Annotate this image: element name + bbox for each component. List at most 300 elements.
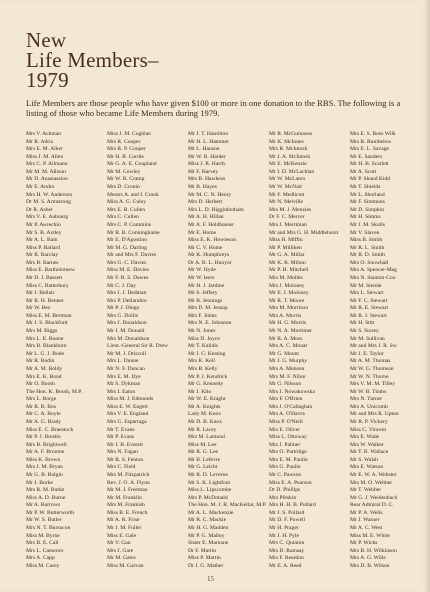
member-name: Mr H. G. Madden <box>188 525 229 532</box>
member-name: Mrs M. O. Webber <box>350 479 393 486</box>
member-name: Miss E. Bartholomew <box>26 267 75 274</box>
member-name: Mrs B. H. Wilkinson <box>350 547 397 554</box>
member-name: Mr H. Prager <box>269 525 299 532</box>
member-name: Mr R. A. Moss <box>269 335 303 342</box>
member-name: Mrs L. Stewart <box>350 290 384 297</box>
member-name: Mr E. Sanders <box>350 153 383 160</box>
member-name: Mr W. R. Cramp <box>107 176 145 183</box>
member-name: Mr R. Lacey <box>188 426 217 433</box>
member-name: Miss P. Martin <box>188 555 221 562</box>
member-name: Lieut.-General Sir R. Drew <box>107 343 169 350</box>
member-name: Miss E. M. Bertman <box>26 312 72 319</box>
member-name: Dr M. S. Armstrong <box>26 199 71 206</box>
member-name: Mr A. L. Mackenzie <box>188 509 234 516</box>
member-name: Mr D. B. Knox <box>188 418 223 425</box>
member-name: Mrs B. Blankhorn <box>26 343 67 350</box>
intro-paragraph: Life Members are those people who have given $100 or more in one donation to the RBS. The following is a listing of those who became Life Members during 1979. <box>26 98 401 118</box>
member-name: The Hon. M. J. R. MacKellar, M.P. <box>188 502 267 509</box>
member-name: Mr B. Lefevre <box>188 456 221 463</box>
member-name: Mr R. E. Stewart <box>350 305 389 312</box>
member-name: Mrs E. L. Savage <box>350 146 389 153</box>
member-name: Mr S. Storey <box>350 328 379 335</box>
member-name: Dr F. C. Mercer <box>269 214 305 221</box>
member-name: Mr H. J. Jardine <box>188 282 225 289</box>
member-name: Mrs B. E. Call <box>26 540 59 547</box>
member-name: Mr C. Pawson <box>269 472 302 479</box>
member-name: Mr F. Simmons <box>350 199 385 206</box>
member-name: Mr G. A. E. Coupland <box>107 161 157 168</box>
member-name: Mrs N. Stanton-Coo <box>350 274 396 281</box>
member-name: Mrs A. Unicomb <box>350 403 388 410</box>
member-name: Mr E. J. Moloney <box>269 290 309 297</box>
member-name: Mrs V. E. Aubourg <box>26 214 69 221</box>
member-name: Mr G. A. Millar <box>269 252 305 259</box>
member-name: Mr M. M. Allison <box>26 168 66 175</box>
title-line-3: 1979 <box>26 68 69 92</box>
member-name: Mr R. Bodin <box>26 358 55 365</box>
member-name: Mr M. Franklin <box>107 494 142 501</box>
member-name: Mr P. A. Wells <box>350 509 383 516</box>
member-name: Rear Admiral D. C. <box>350 502 394 509</box>
member-name: Mrs N. T. Bursucon <box>26 525 71 532</box>
member-name: Mrs B. Brightwell <box>26 441 67 448</box>
member-name: The Hon. K. Booth, M.P. <box>26 388 83 395</box>
member-name: Miss M. E. White <box>350 532 390 539</box>
member-name: Mr E. D'Agostino <box>107 237 148 244</box>
member-name: Mrs O. Snowball <box>350 259 389 266</box>
member-name: Mr R. S. Fenton <box>107 456 144 463</box>
member-name: Mr L. Hanson <box>188 146 220 153</box>
member-name: Mr G. Kennedy <box>188 381 224 388</box>
member-name: Mrs M. Fitzpatrick <box>107 472 150 479</box>
member-name: Mrs J. Donaldson <box>107 320 147 327</box>
member-name: Mrs L. Dunne <box>107 358 139 365</box>
member-name: Mr N. Melville <box>269 199 304 206</box>
member-name: Mrs J. Gare <box>107 547 134 554</box>
member-name: Mrs A. O'Harris <box>269 411 305 418</box>
member-name: Mr J. E. Taylor <box>350 350 384 357</box>
member-name: Mrs J. Moloney <box>269 282 305 289</box>
member-name: Mr S. K. Lightfoot <box>188 479 231 486</box>
member-name: Mr R. Adriz <box>26 138 54 145</box>
member-name: Mrs E. M. Paulin <box>269 456 308 463</box>
member-name: Mr J. G. Murphy <box>269 358 308 365</box>
member-name: Mrs K. Kell <box>188 358 215 365</box>
member-name: Dr F. Martin <box>188 547 216 554</box>
member-name: Mrs C. Cullen <box>107 214 139 221</box>
member-name: Mr W. E. Knight <box>188 396 226 403</box>
member-name: Mr J. Bellair <box>26 290 55 297</box>
member-name: Mr H. B. Scarlett <box>350 161 389 168</box>
member-name: Mr H. G. Morris <box>269 320 307 327</box>
member-name: Mr R. T. Moore <box>269 297 305 304</box>
member-name: Mrs D. Herbert <box>188 199 223 206</box>
member-name: Mr A. G. Brady <box>26 418 62 425</box>
member-name: Mr E. Home <box>188 229 217 236</box>
member-name: Mrs G. Esparraga <box>107 418 147 425</box>
member-name: Mrs L. E. Boone <box>26 335 64 342</box>
member-name: Mrs E. S. Ross Wilk <box>350 131 396 137</box>
member-name: Mrs J. Palmer <box>269 441 301 448</box>
member-name: Miss A. D. Burne <box>26 494 66 501</box>
member-name: Mr P. J. Breslin <box>26 434 61 441</box>
member-name: Mrs M. J. Menzies <box>269 206 312 213</box>
header <box>26 30 416 90</box>
member-name: Mr C. V. Hume <box>188 244 223 251</box>
member-name: Mr R. R. Cunninghame <box>107 229 160 236</box>
member-name: Mrs A. Munson <box>269 365 305 372</box>
member-name: Miss E. C. Braestock <box>26 426 74 433</box>
member-name: Mrs N. Turner <box>350 396 383 403</box>
member-column-2 <box>107 131 188 571</box>
member-name: Miss P. O'Neill <box>269 418 303 425</box>
member-name: Mrs P. Dellarubio <box>107 297 147 304</box>
member-name: Mr J. M. Fuller <box>107 525 142 532</box>
member-name: Mr B. Hayes <box>188 184 217 191</box>
member-name: Mrs H. W. Anderson <box>26 191 73 198</box>
member-name: Miss C. Vincent <box>350 426 387 433</box>
member-name: Mr D. J. Bassett <box>26 274 63 281</box>
member-name: Mr A. M. Boldy <box>26 365 63 372</box>
member-name: Mrs G. Dollis <box>107 312 138 319</box>
page-title <box>26 30 416 90</box>
member-name: Mr H. R. Cordie <box>107 153 144 160</box>
member-name: Miss M. Carey <box>26 562 60 569</box>
member-name: Mr H. L. Hammer <box>188 138 229 145</box>
member-name: Mrs R. McIntosh <box>269 146 308 153</box>
member-name: Mr J. M. Donald <box>107 328 145 335</box>
member-name: Miss P. Ballard <box>26 244 61 251</box>
member-name: Mrs M. Mobbs <box>269 274 303 281</box>
member-name: Mr J. B. Everett <box>107 441 143 448</box>
member-name: Mrs R. P. Cooper <box>107 146 146 153</box>
member-name: Miss B. Smith <box>350 237 383 244</box>
member-name: Mrs J. Merriman <box>269 221 307 228</box>
member-name: Miss J. M. Allen <box>26 153 64 160</box>
member-name: Mrs D. Ramsay <box>269 547 305 554</box>
member-name: Mr T. Evans <box>107 426 135 433</box>
member-name: Mr N. Jones <box>188 328 216 335</box>
member-name: Mrs A. C. Mouat <box>269 343 308 350</box>
member-name: Mr N. F. Duncan <box>107 365 145 372</box>
member-name: Mrs P. McDonald <box>188 494 228 501</box>
member-name: Mrs E. M. Dye <box>107 373 141 380</box>
member-name: Mrs E. Wade <box>350 434 380 441</box>
member-name: Miss D. Joyce <box>188 335 220 342</box>
member-name: Mrs M. Lamond <box>188 434 225 441</box>
member-name: Mr V. Gan <box>107 540 131 547</box>
member-name: Mrs E. Oliver <box>269 426 300 433</box>
member-name: Mr P. Milliken <box>269 244 302 251</box>
member-name: Mr W. McLaren <box>269 176 306 183</box>
member-name: Mr R. G. Lee <box>188 449 218 456</box>
member-name: Miss M. E. Davies <box>107 267 149 274</box>
member-name: Miss M. J. Edmonds <box>107 396 154 403</box>
member-name: Miss E. W. Engert <box>107 403 148 410</box>
member-name: Mrs E. M. Alker <box>26 146 63 153</box>
member-name: Miss K. Brown <box>26 456 61 463</box>
member-name: Mr E. McKenzie <box>269 161 307 168</box>
member-name: Mr R. B. Bos <box>26 403 56 410</box>
member-name: Mr S. Walsh <box>350 456 378 463</box>
member-name: Mr W. R. Harder <box>188 153 226 160</box>
member-name: Mr K. Humphreys <box>188 252 230 259</box>
member-name: Mr J. T. Hamilton <box>188 131 229 137</box>
member-name: Mr W. N. Thorne <box>350 373 389 380</box>
member-name: Mrs H. H. B. Pollard <box>269 502 316 509</box>
member-name: Mrs G. C. Davies <box>107 259 147 266</box>
member-name: Mrs N. E. Johnston <box>188 320 232 327</box>
member-name: Mrs E. B. Cullen <box>107 206 146 213</box>
member-name: Mr S. B. Axtley <box>26 229 62 236</box>
member-name: Mr M. G. Darling <box>107 244 147 251</box>
member-name: Mr T. Webber <box>350 487 382 494</box>
member-name: Mr P. Awrechio <box>26 221 61 228</box>
member-name: Mr F. C. Stewart <box>350 297 388 304</box>
member-name: Miss J. R. Hardy <box>188 161 226 168</box>
member-column-1 <box>26 131 107 571</box>
member-name: Mrs C. P. Allmann <box>26 161 68 168</box>
member-name: Mr R. McGuinness <box>269 131 313 137</box>
member-name: Mr A. Burrows <box>26 502 61 509</box>
member-name: Miss E. K. Howieson <box>188 237 237 244</box>
member-name: Mr H. Simms <box>350 214 381 221</box>
member-name: Mrs L. Cameron <box>26 547 64 554</box>
member-name: Mr G. B. Bulgin <box>26 472 63 479</box>
member-name: Mrs J. M. Bryan <box>26 464 63 471</box>
member-name: Dr A. B. L. Hunyor <box>188 259 232 266</box>
member-name: Dr R. Asher <box>26 206 53 213</box>
member-name: Mr D. F. Powell <box>269 517 306 524</box>
member-name: Lady M. Knox <box>188 411 222 418</box>
member-name: Mrs L. D. Higginbotham <box>188 206 244 213</box>
member-name: Mrs Pfeskin <box>269 494 297 501</box>
member-list <box>26 131 430 571</box>
member-name: Mrs M. Biggs <box>26 328 58 335</box>
member-name: Mr M. J. Freeman <box>107 487 148 494</box>
member-name: Mr H. Stitt <box>350 320 375 327</box>
member-name: Miss M. Byrne <box>26 532 60 539</box>
member-name: Mr W. Ieers <box>188 274 215 281</box>
member-name: Mr T. B. Wallace <box>350 449 389 456</box>
member-name: Mr M. Steinle <box>350 282 382 289</box>
member-name: Mrs R. Rumbelow <box>350 138 392 145</box>
member-name: Mr A. C. West <box>350 525 383 532</box>
member-name: Mr A. R. Frise <box>107 517 140 524</box>
member-name: Mr E. Andro <box>26 184 55 191</box>
member-name: Mrs F. Reardon <box>269 555 304 562</box>
member-name: Mr M. Cowley <box>107 168 141 175</box>
member-name: Mrs I. Eaton <box>107 388 136 395</box>
member-name: Mrs R. M. Burke <box>26 487 65 494</box>
member-name: Mr P. J. Dingo <box>107 305 140 312</box>
member-name: Mr G. Mount <box>269 350 299 357</box>
member-name: Mr W. McNair <box>269 184 303 191</box>
member-name: Mrs A. G. Wills <box>350 555 386 562</box>
member-name: Mrs B. Hawkess <box>188 176 226 183</box>
member-name: Mrs F. Johns <box>188 312 217 319</box>
member-name: Mr L. G. J. Bode <box>26 350 65 357</box>
member-name: Mr J. M. Skulls <box>350 221 385 228</box>
member-name: Dr J. G. Mather <box>188 562 224 569</box>
member-name: Mr R. P. Vickery <box>350 418 388 425</box>
member-name: Mr P. Wicks <box>350 540 378 547</box>
member-name: Mr R. D. Leverne <box>188 472 228 479</box>
member-name: Messrs A. and I. Crook <box>107 191 159 198</box>
member-name: Mrs B. Kelly <box>188 365 218 372</box>
member-name: Miss H. Miffin <box>269 237 303 244</box>
member-name: Miss E. Gale <box>107 532 137 539</box>
member-name: Mrs N. Fagan <box>107 449 138 456</box>
member-name: Mr F. R. S. Dawes <box>107 274 149 281</box>
member-name: Mrs D. M. Jessop <box>188 305 228 312</box>
member-name: Mr P. H. Mitchell <box>269 267 309 274</box>
member-name: Dr D. Phillips <box>269 487 301 494</box>
title-line-1: New <box>26 28 67 52</box>
member-name: Mr A. L. Bain <box>26 237 58 244</box>
page-number: 15 <box>207 575 214 583</box>
member-name: Mrs L. Borge <box>26 396 57 403</box>
member-name: Mr W. Hyde <box>188 267 216 274</box>
member-name: Mr C. A. Boyle <box>26 411 61 418</box>
member-name: Sister E. Marnane <box>188 540 229 547</box>
member-name: Mrs O. Partridge <box>269 449 307 456</box>
member-name: Miss J. M. Coghlan <box>107 131 151 137</box>
member-name: Mr R. D. Smith <box>350 252 385 259</box>
member-name: Mr J. Burke <box>26 479 53 486</box>
member-name: Mr J. H. Pyle <box>269 532 299 539</box>
member-name: Mr and Mrs G. H. Middlehurst <box>269 229 339 236</box>
member-name: Mr S. Dykman <box>107 381 141 388</box>
member-name: Mr R. C. Mackie <box>188 517 227 524</box>
member-name: Miss B. E. French <box>107 509 148 516</box>
member-name: Mr A. F. Broome <box>26 449 65 456</box>
member-name: Mrs M. Frankish <box>107 502 145 509</box>
member-name: Mrs R. Cooper <box>107 138 141 145</box>
member-name: Mrs V. M. M. Tilley <box>350 381 396 388</box>
member-name: Mr O. Booth <box>26 381 55 388</box>
member-name: Mr W. Bez <box>26 305 51 312</box>
member-name: Mrs C. P. Cummins <box>107 221 151 228</box>
member-name: Mrs M. F. Nilon <box>269 373 306 380</box>
member-name: Mr P. Shand Kidd <box>350 176 391 183</box>
member-name: Mr R. Barclay <box>26 252 59 259</box>
member-name: Mr W. B. Timbs <box>350 388 387 395</box>
member-name: Mr F. Medlicott <box>269 191 305 198</box>
member-name: Mr E. A. Reed <box>269 562 302 569</box>
member-name: Mr M. C. N. Henry <box>188 191 232 198</box>
member-name: Mrs G. Paulin <box>269 464 301 471</box>
member-name: Mr R. H. Bennet <box>26 297 64 304</box>
member-name: Mr and Mrs F. Davies <box>107 252 157 259</box>
member-name: Miss C. Batterbury <box>26 282 69 289</box>
member-name: Mr W. S. Butler <box>26 517 62 524</box>
member-name: Mr J. Warner <box>350 517 380 524</box>
member-name: Mrs F. O'Brien <box>269 396 303 403</box>
member-name: Mr K. R. Milton <box>269 259 306 266</box>
member-column-5 <box>350 131 430 571</box>
member-name: Mr and Mrs J. R. Sw <box>350 343 397 350</box>
member-name: Mr G. J. Weidenbach <box>350 494 398 501</box>
member-name: Mrs J. J. Dedman <box>107 290 147 297</box>
member-name: Mr P. W. Butterworth <box>26 509 75 516</box>
member-name: Mr A. Knights <box>188 403 221 410</box>
member-name: Mrs J. Nowakowska <box>269 388 315 395</box>
member-name: Mrs W. Walker <box>350 441 384 448</box>
member-name: Mr A. M. Thomas <box>350 358 391 365</box>
member-name: Miss M. Lee <box>188 441 217 448</box>
member-name: Mrs M. Donaldson <box>107 335 150 342</box>
member-column-3 <box>188 131 269 571</box>
member-name: Mr J. C. Keating <box>188 350 226 357</box>
member-name: Mr P. J. Kendrick <box>188 373 228 380</box>
member-name: Mr P. G. Malloy <box>188 532 225 539</box>
member-name: Mrs E. Watson <box>350 464 384 471</box>
member-name: Mrs E. K. Bond <box>26 373 62 380</box>
member-name: Mr M. Gates <box>107 555 136 562</box>
member-name: Mr I. D. McLachlan <box>269 168 315 175</box>
member-column-4 <box>269 131 350 571</box>
member-name: Mr N. A. Mortimer <box>269 328 313 335</box>
member-name: Mr R. J. Stewart <box>350 312 387 319</box>
member-name: Mrs B. Barnes <box>26 259 59 266</box>
member-name: Mr and Mrs R. Upton <box>350 411 399 418</box>
member-name: Mrs D. B. Wilson <box>350 562 390 569</box>
member-name: Mr S. Jeffery <box>188 290 218 297</box>
member-name: Mrs A. Spencer-Mag <box>350 267 397 274</box>
member-name: Mr B. Jennings <box>188 297 223 304</box>
member-name: Mr W. G. Thomson <box>350 365 394 372</box>
member-name: Mr T. Kalidis <box>188 343 219 350</box>
member-name: Mr F. Harvey <box>188 168 219 175</box>
member-name: Miss A. G. Culey <box>107 199 147 206</box>
member-name: Mr A. F. Holdhauser <box>188 221 235 228</box>
member-name: Mr J. S. Blackford <box>26 320 68 327</box>
member-name: Mrs V. Ackman <box>26 131 62 137</box>
member-name: Mrs V. E. England <box>107 411 149 418</box>
member-name: Mr C. J. Day <box>107 282 137 289</box>
member-name: Mr J. A. McIntosh <box>269 153 311 160</box>
member-name: Mrs A. Morris <box>269 312 302 319</box>
member-name: Mr L. Shorland <box>350 191 385 198</box>
member-name: Miss M. Garvan <box>107 562 144 569</box>
member-name: Mrs D. Cronin <box>107 184 140 191</box>
title-line-2: Life Members– <box>26 48 159 72</box>
member-name: Mrs A. Capp <box>26 555 55 562</box>
member-name: Mr D. Anastassiou <box>26 176 68 183</box>
member-name: Mr J. Kilo <box>188 388 212 395</box>
member-name: Mr V. Slaven <box>350 229 380 236</box>
member-name: Mr P. Evans <box>107 434 135 441</box>
member-name: Mr D. Simpkin <box>350 206 385 213</box>
member-name: Mrs M. Morrison <box>269 305 309 312</box>
member-name: Mr J. S. Pollard <box>269 509 305 516</box>
member-name: Mrs C. Field <box>107 464 136 471</box>
member-name: Mrs J. O'Callaghan <box>269 403 313 410</box>
member-name: Mr A. H. Hillan <box>188 214 224 221</box>
member-name: Rev. J. O. A. Flynn <box>107 479 150 486</box>
member-name: Mrs C. Quinton <box>269 540 305 547</box>
member-name: Mr T. Shields <box>350 184 381 191</box>
member-name: Mr G. Leicht <box>188 464 218 471</box>
member-name: Mr G. Nilsson <box>269 381 302 388</box>
member-name: Mr M. J. Driscoll <box>107 350 147 357</box>
member-name: Mr R. L. Smith <box>350 244 385 251</box>
member-name: Miss E. A. Pearson <box>269 479 312 486</box>
member-name: Mr M. Sullivan <box>350 335 385 342</box>
member-name: Mr K. McInnes <box>269 138 304 145</box>
member-name: Miss L. Lipscombe <box>188 487 232 494</box>
